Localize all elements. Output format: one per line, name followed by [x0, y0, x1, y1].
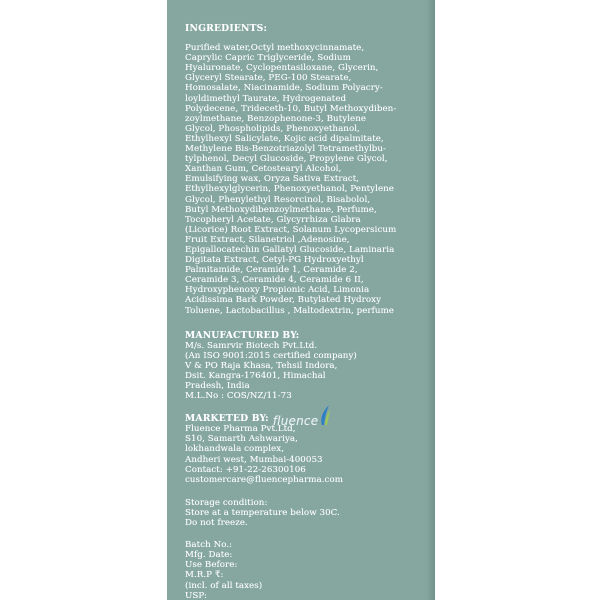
- manufacturer-line: Dsit. Kangra-176401, Himachal: [185, 371, 326, 381]
- mrp-note: (incl. of all taxes): [185, 580, 263, 591]
- storage-line: Do not freeze.: [185, 518, 248, 529]
- ingredients-list: [185, 43, 421, 316]
- ingredients-line: Glyceryl Stearate, PEG-100 Stearate,: [185, 73, 352, 84]
- ingredients-line: loyldimethyl Taurate, Hydrogenated: [185, 93, 347, 104]
- ingredients-line: Butyl Methoxydibenzoylmethane, Perfume,: [185, 204, 377, 215]
- ingredients-line: Homosalate, Niacinamide, Sodium Polyacry-: [185, 83, 383, 94]
- ingredients-line: Emulsifying wax, Oryza Sativa Extract,: [185, 174, 360, 185]
- storage-section: [185, 498, 421, 528]
- marketer-line: S10, Samarth Ashwariya,: [185, 434, 298, 445]
- marketer-address: [185, 424, 421, 485]
- manufacturer-line: (An ISO 9001:2015 certified company): [185, 350, 357, 361]
- ingredients-line: tylphenol, Decyl Glucoside, Propylene Glycol,: [185, 154, 388, 165]
- marketer-contact: Contact: +91-22-26300106: [185, 464, 306, 475]
- fluence-leaf-icon: [319, 404, 331, 426]
- storage-heading: Storage condition:: [185, 497, 268, 508]
- marketer-line: lokhandwala complex,: [185, 444, 285, 455]
- marketer-email: customercare@fluencepharma.com: [185, 474, 344, 485]
- marketer-line: Andheri west, Mumbai-400053: [185, 454, 323, 465]
- ingredients-line: Toluene, Lactobacillus , Maltodextrin, perfume: [185, 305, 394, 316]
- ingredients-line: Acidissima Bark Powder, Butylated Hydroxy: [185, 295, 382, 306]
- marketer-line: Fluence Pharma Pvt.Ltd,: [185, 424, 296, 435]
- mrp: M.R.P ₹:: [185, 570, 224, 581]
- manufacturer-address: [185, 341, 421, 402]
- batch-no: Batch No.:: [185, 540, 233, 551]
- ingredients-line: Hydroxyphenoxy Propionic Acid, Limonia: [185, 285, 370, 296]
- ingredients-line: Hyaluronate, Cyclopentasiloxane, Glycerin,: [185, 63, 379, 74]
- fluence-logo-text: fluence: [272, 414, 319, 429]
- ingredients-line: Tocopheryl Acetate, Glycyrrhiza Glabra: [185, 214, 361, 225]
- batch-section: [185, 540, 421, 600]
- panel-edge-shadow: [426, 0, 435, 600]
- ingredients-line: Xanthan Gum, Cetostearyl Alcohol,: [185, 164, 342, 175]
- mfg-date: Mfg. Date:: [185, 550, 233, 561]
- ingredients-line: Methylene Bis-Benzotriazolyl Tetramethylbu-: [185, 144, 387, 155]
- ingredients-line: (Licorice) Root Extract, Solanum Lycopersicum: [185, 224, 397, 235]
- usp: USP:: [185, 590, 207, 600]
- ingredients-line: Caprylic Capric Triglyceride, Sodium: [185, 53, 351, 64]
- ingredients-line: Glycol, Phenylethyl Resorcinol, Bisabolol,: [185, 194, 371, 205]
- manufacturer-line: Pradesh, India: [185, 381, 250, 392]
- ingredients-line: Digitata Extract, Cetyl-PG Hydroxyethyl: [185, 255, 364, 266]
- manufacturer-line: V & PO Raja Khasa, Tehsil Indora,: [185, 360, 338, 371]
- label-panel: [167, 0, 435, 600]
- ingredients-line: Glycol, Phospholipids, Phenoxyethanol,: [185, 123, 360, 134]
- ingredients-line: Ceramide 3, Ceramide 4, Ceramide 6 II,: [185, 275, 364, 286]
- ingredients-line: Polydecene, Trideceth-10, Butyl Methoxydiben-: [185, 103, 397, 114]
- ingredients-line: Epigallocatechin Gallatyl Glucoside, Laminaria: [185, 244, 395, 255]
- ingredients-line: zoylmethane, Benzophenone-3, Butylene: [185, 113, 367, 124]
- fluence-logo: [272, 404, 332, 429]
- manufactured-heading: MANUFACTURED BY:: [185, 329, 300, 341]
- ingredients-line: Ethylhexylglycerin, Phenoxyethanol, Pentylene: [185, 184, 394, 195]
- use-before: Use Before:: [185, 560, 238, 571]
- ingredients-line: Fruit Extract, Silanetriol ,Adenosine,: [185, 234, 350, 245]
- ingredients-heading: INGREDIENTS:: [185, 23, 268, 34]
- manufacturer-line: M.L.No : COS/NZ/11-73: [185, 391, 292, 402]
- ingredients-line: Palmitamide, Ceramide 1, Ceramide 2,: [185, 265, 358, 276]
- storage-line: Store at a temperature below 30C.: [185, 507, 340, 518]
- marketed-heading: MARKETED BY:: [185, 413, 269, 425]
- ingredients-line: Purified water,Octyl methoxycinnamate,: [185, 43, 365, 54]
- ingredients-line: Ethylhexyl Salicylate, Kojic acid dipalmitate,: [185, 133, 384, 144]
- marketed-by-row: [185, 404, 421, 429]
- label-content: [185, 24, 421, 600]
- manufacturer-line: M/s. Samrvir Biotech Pvt.Ltd.: [185, 340, 318, 351]
